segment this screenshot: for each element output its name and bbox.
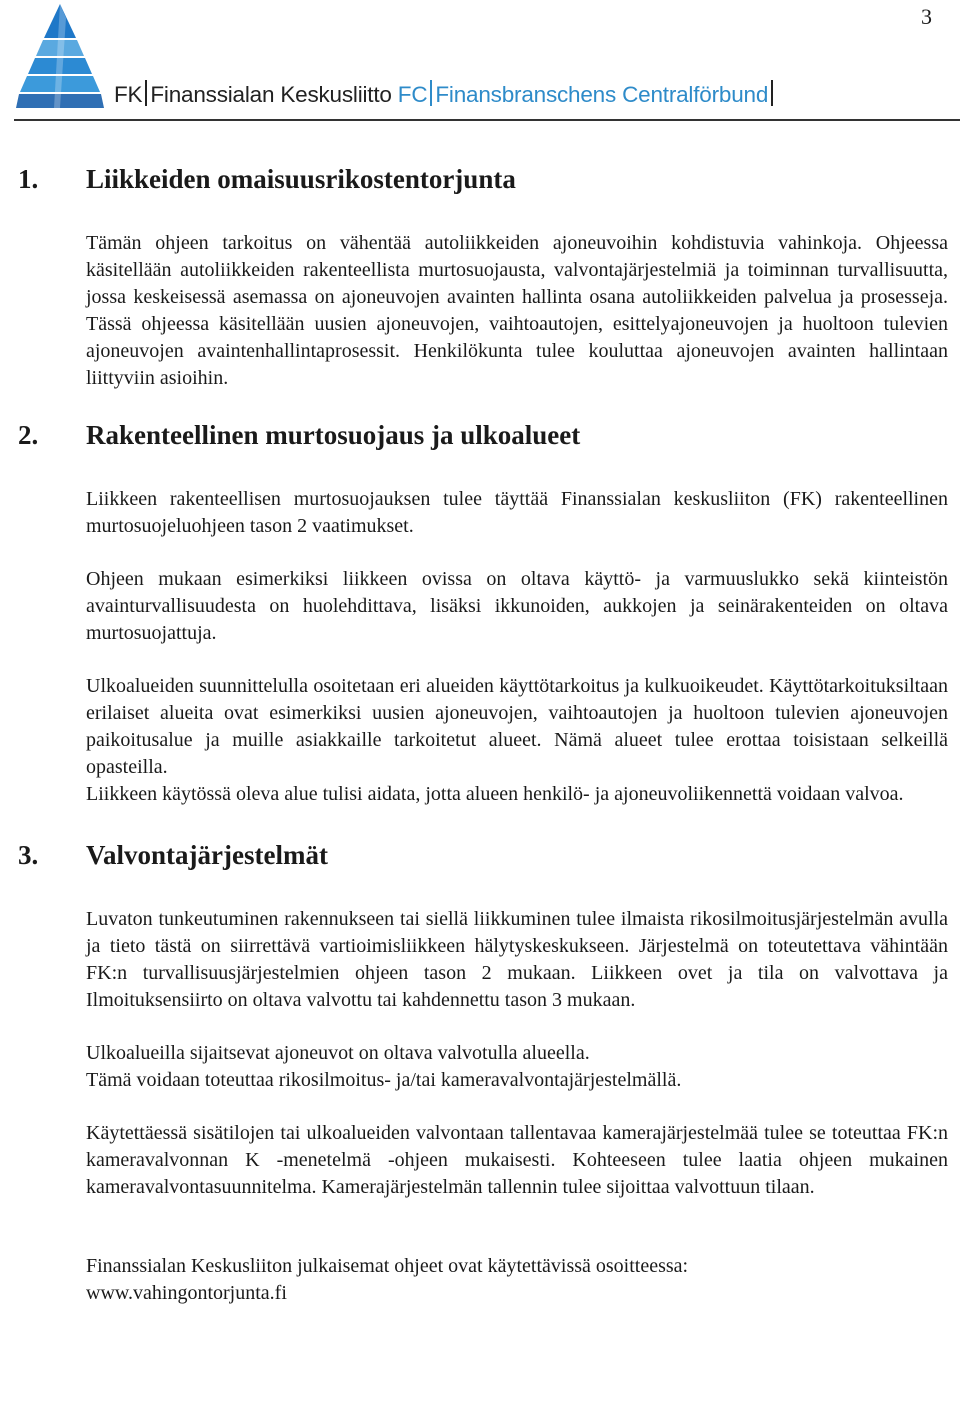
fk-logo-icon xyxy=(16,4,104,108)
paragraph: Ulkoalueilla sijaitsevat ajoneuvot on oltava valvotulla alueella. xyxy=(86,1042,590,1064)
section-title: Liikkeiden omaisuusrikostentorjunta xyxy=(86,164,516,194)
separator xyxy=(771,80,773,106)
org-name-fi: Finanssialan Keskusliitto xyxy=(150,82,392,107)
paragraph: Luvaton tunkeutuminen rakennukseen tai siellä liikkuminen tulee ilmaista rikosilmoitusjärjestelmän avulla ja tieto tästä on siirrettävä vartioimisliikkeen hälytyskeskukseen. Järjestelmä on toteutettava vähintään FK:n turvallisuusjärjestelmien ohjeen tason 2 mukaan. Liikkeen ovet ja tila on valvottava ja Ilmoituksensiirto on oltava valvottu tai kahdennettu tason 3 mukaan. xyxy=(86,908,948,1011)
section-number: 2. xyxy=(18,420,39,450)
paragraph: Käytettäessä sisätilojen tai ulkoalueiden valvontaan tallentavaa kamerajärjestelmää tulee se toteuttaa FK:n kameravalvonnan K -menetelmä -ohjeen mukaisesti. Kohteeseen tulee laatia ohjeen mukainen kameravalvontasuunnitelma. Kamerajärjestelmän tallennin tulee sijoittaa valvottuun tilaan. xyxy=(86,1122,948,1198)
footer-note xyxy=(86,1253,948,1307)
organization-name xyxy=(114,80,776,108)
paragraph: Liikkeen käytössä oleva alue tulisi aidata, jotta alueen henkilö- ja ajoneuvoliikennettä voidaan valvoa. xyxy=(86,783,904,805)
letterhead xyxy=(14,0,960,122)
section-number: 3. xyxy=(18,840,39,870)
section-2 xyxy=(18,418,948,808)
header-divider xyxy=(14,119,960,121)
section-3 xyxy=(18,838,948,1201)
separator xyxy=(145,80,147,106)
org-abbr-fi: FK xyxy=(114,82,143,107)
section-title: Rakenteellinen murtosuojaus ja ulkoalueet xyxy=(86,420,581,450)
paragraph: Tämän ohjeen tarkoitus on vähentää autoliikkeiden ajoneuvoihin kohdistuvia vahinkoja. Ohjeessa käsitellään autoliikkeiden rakenteellista murtosuojausta, valvontajärjestelmiä ja toiminnan turvallisuutta, jossa keskeisessä asemassa on ajoneuvojen avainten hallinta osana autoliikkeiden palvelua ja prosesseja. Tässä ohjeessa käsitellään uusien ajoneuvojen, vaihtoautojen, esittelyajoneuvojen ja huoltoon tulevien ajoneuvojen avaintenhallintaprosessit. Henkilökunta tulee kouluttaa ajoneuvojen avainten hallintaan liittyviin asioihin. xyxy=(86,232,948,389)
section-body xyxy=(86,486,948,808)
section-heading xyxy=(18,162,948,196)
paragraph: Ohjeen mukaan esimerkiksi liikkeen ovissa on oltava käyttö- ja varmuuslukko sekä kiinteistön avainturvallisuudesta on huolehdittava, lisäksi ikkunoiden, aukkojen ja seinärakenteiden on oltava murtosuojattuja. xyxy=(86,568,948,644)
paragraph: Tämä voidaan toteuttaa rikosilmoitus- ja/tai kameravalvontajärjestelmällä. xyxy=(86,1069,682,1091)
document-body xyxy=(18,150,948,1307)
footer-url-link[interactable]: www.vahingontorjunta.fi xyxy=(86,1282,287,1304)
section-body xyxy=(86,230,948,392)
section-1 xyxy=(18,162,948,392)
org-abbr-sv: FC xyxy=(397,82,428,107)
separator xyxy=(430,80,432,106)
section-number: 1. xyxy=(18,164,39,194)
org-name-sv: Finansbranschens Centralförbund xyxy=(435,82,769,107)
footer-text: Finanssialan Keskusliiton julkaisemat ohjeet ovat käytettävissä osoitteessa: xyxy=(86,1255,689,1277)
section-title: Valvontajärjestelmät xyxy=(86,840,328,870)
paragraph: Ulkoalueiden suunnittelulla osoitetaan eri alueiden käyttötarkoitus ja kulkuoikeudet. Käyttötarkoituksiltaan erilaiset alueita ovat esimerkiksi uusien ajoneuvojen, vaihtoautojen ja huoltoon tulevien ajoneuvojen paikoitusalue ja muille asiakkaille tarkoitetut alueet. Nämä alueet tulee erottaa toisistaan selkeillä opasteilla. xyxy=(86,675,948,778)
page-number: 3 xyxy=(921,4,932,29)
section-body xyxy=(86,906,948,1201)
paragraph: Liikkeen rakenteellisen murtosuojauksen tulee täyttää Finanssialan keskusliiton (FK) rakenteellinen murtosuojeluohjeen tason 2 vaatimukset. xyxy=(86,488,948,537)
section-heading xyxy=(18,838,948,872)
section-heading xyxy=(18,418,948,452)
